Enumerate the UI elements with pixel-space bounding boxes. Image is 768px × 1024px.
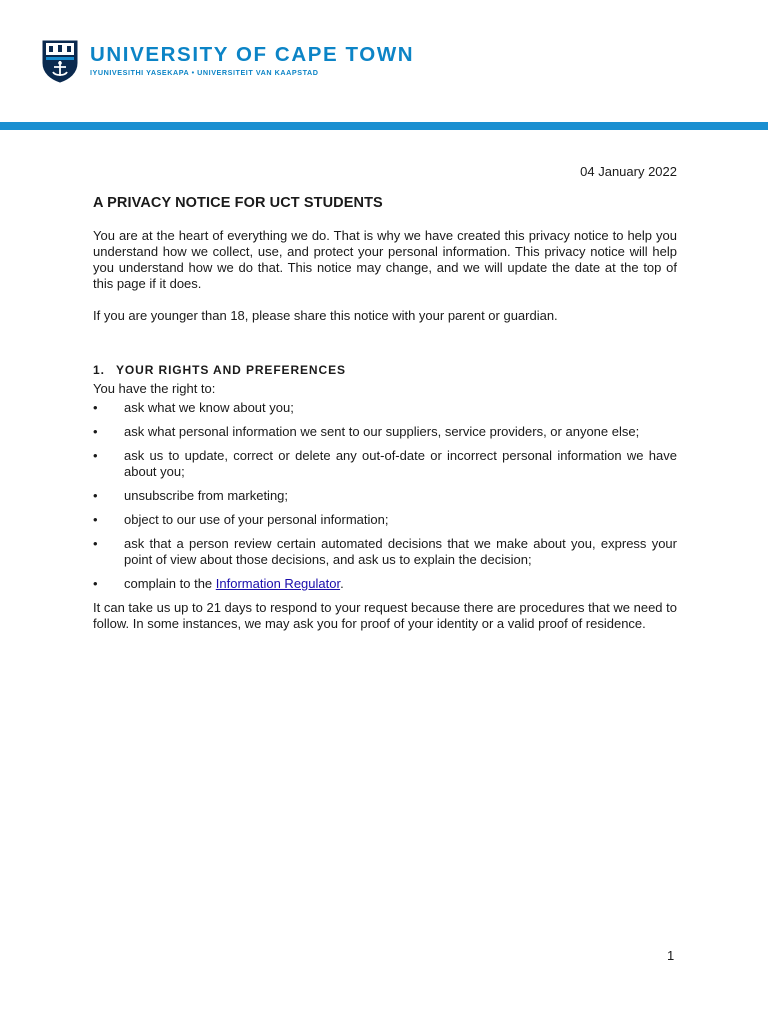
list-item-text: object to our use of your personal information;	[124, 512, 389, 527]
list-item-prefix: complain to the	[124, 576, 216, 591]
information-regulator-link[interactable]: Information Regulator	[215, 576, 341, 591]
university-name: UNIVERSITY OF CAPE TOWN	[90, 43, 415, 66]
bullet-icon: •	[93, 400, 98, 415]
rights-intro: You have the right to:	[93, 381, 216, 396]
bullet-icon: •	[93, 488, 98, 503]
bullet-icon: •	[93, 536, 98, 551]
rights-list	[93, 400, 677, 592]
university-subtitle: IYUNIVESITHI YASEKAPA • UNIVERSITEIT VAN KAAPSTAD	[90, 68, 319, 77]
bullet-icon: •	[93, 448, 98, 463]
younger-paragraph: If you are younger than 18, please share this notice with your parent or guardian.	[93, 308, 558, 323]
section-title: YOUR RIGHTS AND PREFERENCES	[116, 363, 346, 377]
document-body	[93, 160, 677, 632]
bullet-icon: •	[93, 512, 98, 527]
list-item	[93, 536, 677, 568]
list-item	[93, 448, 677, 480]
list-item-text: ask what we know about you;	[124, 400, 294, 415]
section-number: 1.	[93, 363, 105, 377]
intro-paragraph: You are at the heart of everything we do. That is why we have created this privacy notice to help you understand how we collect, use, and protect your personal information. This privacy notice will help you understand how we do that. This notice may change, and we will update the date at the top of this page if it does.	[93, 228, 677, 291]
bullet-icon: •	[93, 576, 98, 591]
document-header	[0, 0, 768, 130]
list-item-text: unsubscribe from marketing;	[124, 488, 289, 503]
list-item	[93, 512, 677, 528]
closing-paragraph: It can take us up to 21 days to respond to your request because there are procedures that we need to follow. In some instances, we may ask you for proof of your identity or a valid proof of residence.	[93, 600, 677, 631]
uct-crest-icon	[41, 39, 79, 83]
header-rule	[0, 122, 768, 130]
section-heading-rights	[93, 362, 677, 378]
bullet-icon: •	[93, 424, 98, 439]
list-item	[93, 424, 677, 440]
list-item	[93, 400, 677, 416]
list-item-text: ask what personal information we sent to our suppliers, service providers, or anyone else;	[124, 424, 640, 439]
list-item-suffix: .	[340, 576, 344, 591]
page-number: 1	[667, 948, 675, 963]
list-item	[93, 488, 677, 504]
document-date: 04 January 2022	[580, 164, 677, 179]
list-item-text: ask us to update, correct or delete any out-of-date or incorrect personal information we have about you;	[124, 448, 677, 479]
list-item	[93, 576, 677, 592]
page-title: A PRIVACY NOTICE FOR UCT STUDENTS	[93, 195, 383, 211]
list-item-text: ask that a person review certain automated decisions that we make about you, express your point of view about those decisions, and ask us to explain the decision;	[124, 536, 677, 567]
